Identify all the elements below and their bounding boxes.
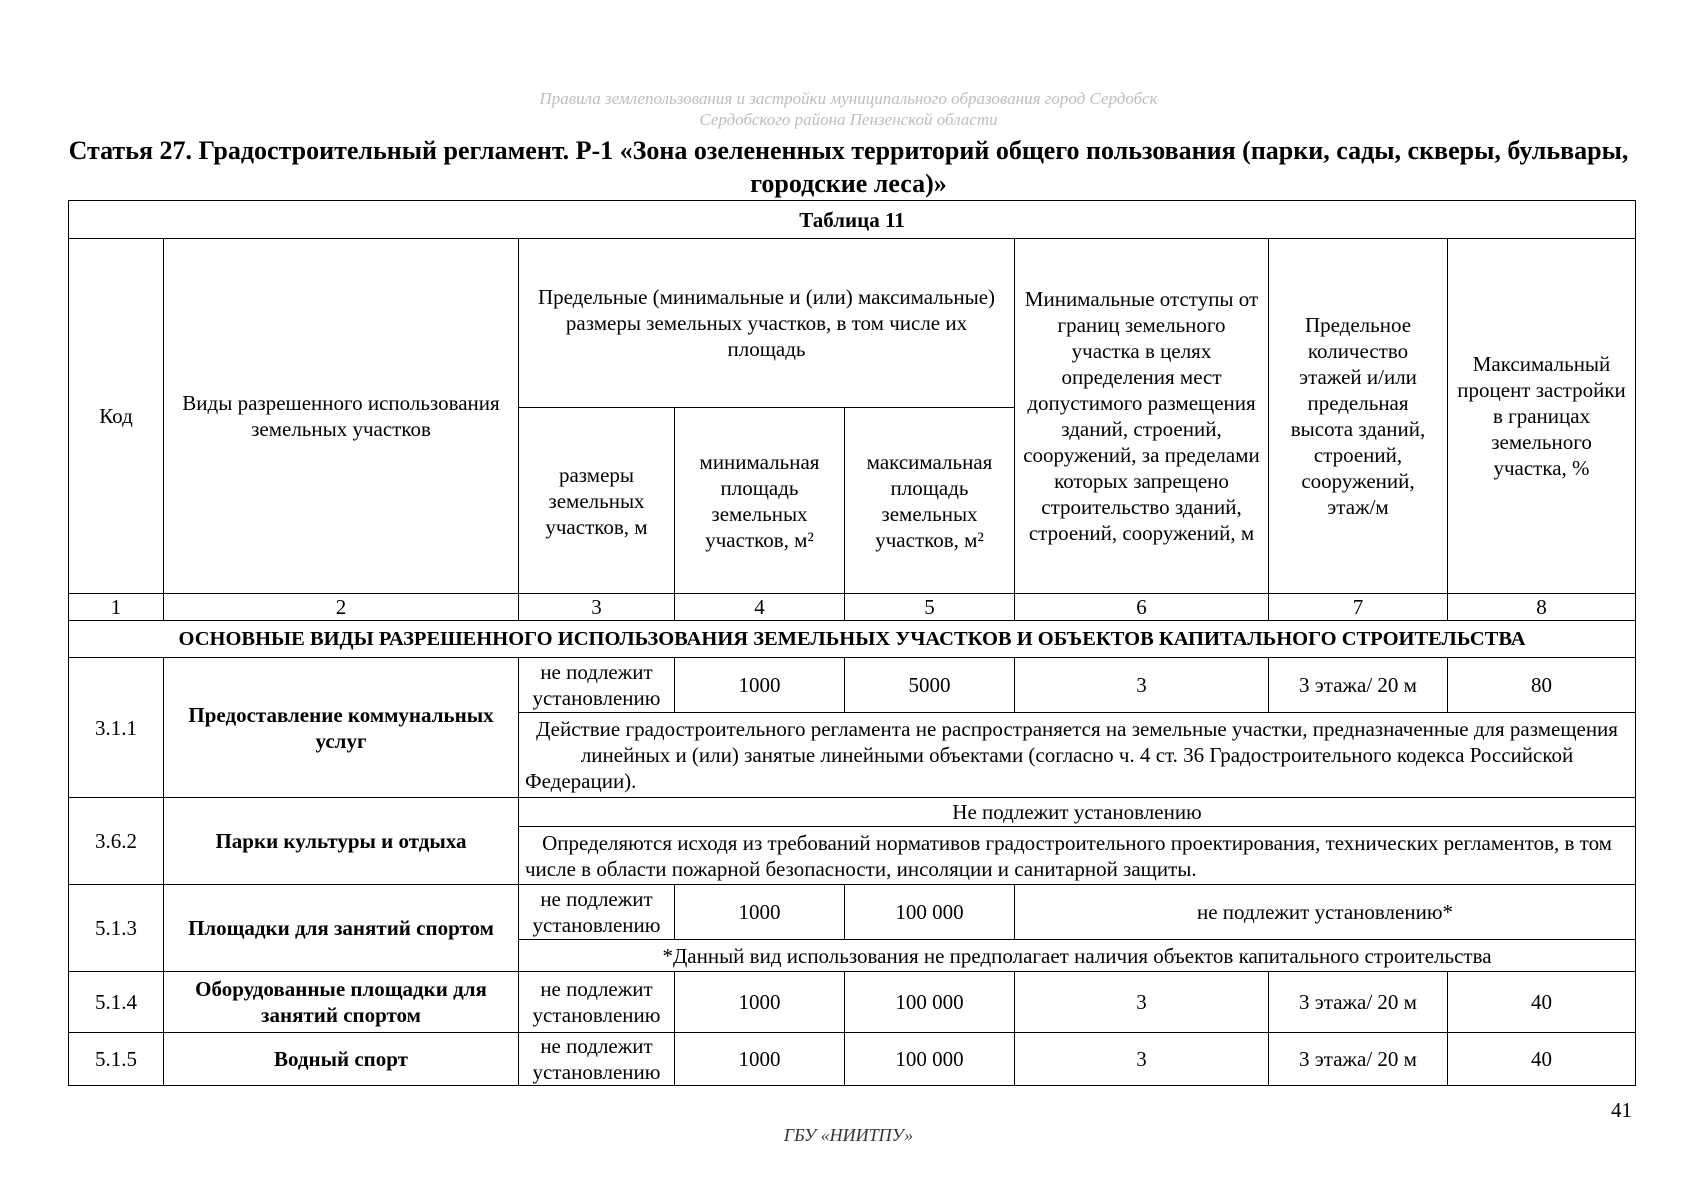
column-number: 2 xyxy=(164,594,519,621)
row-name: Предоставление коммунальных услуг xyxy=(164,658,519,798)
row-min-area: 1000 xyxy=(675,658,845,713)
header-floors: Предельное количество этажей и/или предельная высота зданий, строений, сооружений, этаж/м xyxy=(1269,239,1448,594)
running-header-line-2: Сердобского района Пензенской области xyxy=(699,110,998,129)
row-code: 5.1.5 xyxy=(69,1033,164,1086)
table-row xyxy=(69,798,1636,827)
column-numbers-row xyxy=(69,594,1636,621)
row-code: 3.6.2 xyxy=(69,798,164,885)
row-coverage: 80 xyxy=(1448,658,1636,713)
row-code: 3.1.1 xyxy=(69,658,164,798)
row-max-area: 100 000 xyxy=(845,885,1015,940)
row-setback: 3 xyxy=(1015,1033,1269,1086)
row-coverage: 40 xyxy=(1448,972,1636,1033)
row-min-area: 1000 xyxy=(675,972,845,1033)
column-number: 4 xyxy=(675,594,845,621)
header-sizes: размеры земельных участков, м xyxy=(519,408,675,594)
row-max-area: 5000 xyxy=(845,658,1015,713)
row-sizes: не подлежит установлению xyxy=(519,885,675,940)
row-note: Определяются исходя из требований нормативов градостроительного проектирования, технических регламентов, в том числе в области пожарной безопасности, инсоляции и санитарной защиты. xyxy=(519,827,1636,885)
row-floors: 3 этажа/ 20 м xyxy=(1269,972,1448,1033)
header-setbacks: Минимальные отступы от границ земельного участка в целях определения мест допустимого размещения зданий, строений, сооружений, за пределами которых запрещено строительство зданий, строений, сооружений, м xyxy=(1015,239,1269,594)
table-row xyxy=(69,972,1636,1033)
column-number: 1 xyxy=(69,594,164,621)
table-row xyxy=(69,658,1636,713)
header-coverage: Максимальный процент застройки в границах земельного участка, % xyxy=(1448,239,1636,594)
row-code: 5.1.3 xyxy=(69,885,164,972)
column-number: 7 xyxy=(1269,594,1448,621)
row-note: *Данный вид использования не предполагает наличия объектов капитального строительства xyxy=(519,940,1636,972)
table-row xyxy=(69,885,1636,940)
row-min-area: 1000 xyxy=(675,1033,845,1086)
column-number: 3 xyxy=(519,594,675,621)
row-floors: 3 этажа/ 20 м xyxy=(1269,658,1448,713)
row-merged-value: не подлежит установлению* xyxy=(1015,885,1636,940)
row-min-area: 1000 xyxy=(675,885,845,940)
article-title: Статья 27. Градостроительный регламент. Р-1 «Зона озелененных территорий общего пользования (парки, сады, скверы, бульвары, городские леса)» xyxy=(68,136,1629,198)
row-setback: 3 xyxy=(1015,658,1269,713)
page-number: 41 xyxy=(1611,1098,1632,1122)
row-floors: 3 этажа/ 20 м xyxy=(1269,1033,1448,1086)
column-number: 6 xyxy=(1015,594,1269,621)
header-limits: Предельные (минимальные и (или) максимальные) размеры земельных участков, в том числе их площадь xyxy=(519,239,1015,408)
row-sizes: не подлежит установлению xyxy=(519,1033,675,1086)
row-setback: 3 xyxy=(1015,972,1269,1033)
table-row xyxy=(69,1033,1636,1086)
table-number: Таблица 11 xyxy=(69,201,1636,239)
row-name: Парки культуры и отдыха xyxy=(164,798,519,885)
row-name: Площадки для занятий спортом xyxy=(164,885,519,972)
header-min-area: минимальная площадь земельных участков, м² xyxy=(675,408,845,594)
row-coverage: 40 xyxy=(1448,1033,1636,1086)
header-code: Код xyxy=(69,239,164,594)
row-max-area: 100 000 xyxy=(845,972,1015,1033)
column-number: 8 xyxy=(1448,594,1636,621)
row-note: Действие градостроительного регламента не распространяется на земельные участки, предназначенные для размещения линейных и (или) занятые линейными объектами (согласно ч. 4 ст. 36 Градостроительного кодекса Российской Федерации). xyxy=(519,713,1636,798)
running-header-line-1: Правила землепользования и застройки муниципального образования город Сердобск xyxy=(539,89,1158,108)
row-name: Оборудованные площадки для занятий спортом xyxy=(164,972,519,1033)
row-code: 5.1.4 xyxy=(69,972,164,1033)
regulation-table xyxy=(68,200,1636,1086)
column-number: 5 xyxy=(845,594,1015,621)
header-max-area: максимальная площадь земельных участков, м² xyxy=(845,408,1015,594)
row-merged-value: Не подлежит установлению xyxy=(519,798,1636,827)
row-sizes: не подлежит установлению xyxy=(519,972,675,1033)
section-title: ОСНОВНЫЕ ВИДЫ РАЗРЕШЕННОГО ИСПОЛЬЗОВАНИЯ ЗЕМЕЛЬНЫХ УЧАСТКОВ И ОБЪЕКТОВ КАПИТАЛЬНОГО СТРОИТЕЛЬСТВА xyxy=(69,621,1636,658)
row-name: Водный спорт xyxy=(164,1033,519,1086)
header-uses: Виды разрешенного использования земельных участков xyxy=(164,239,519,594)
row-sizes: не подлежит установлению xyxy=(519,658,675,713)
page-footer: ГБУ «НИИТПУ» xyxy=(783,1125,914,1145)
row-max-area: 100 000 xyxy=(845,1033,1015,1086)
